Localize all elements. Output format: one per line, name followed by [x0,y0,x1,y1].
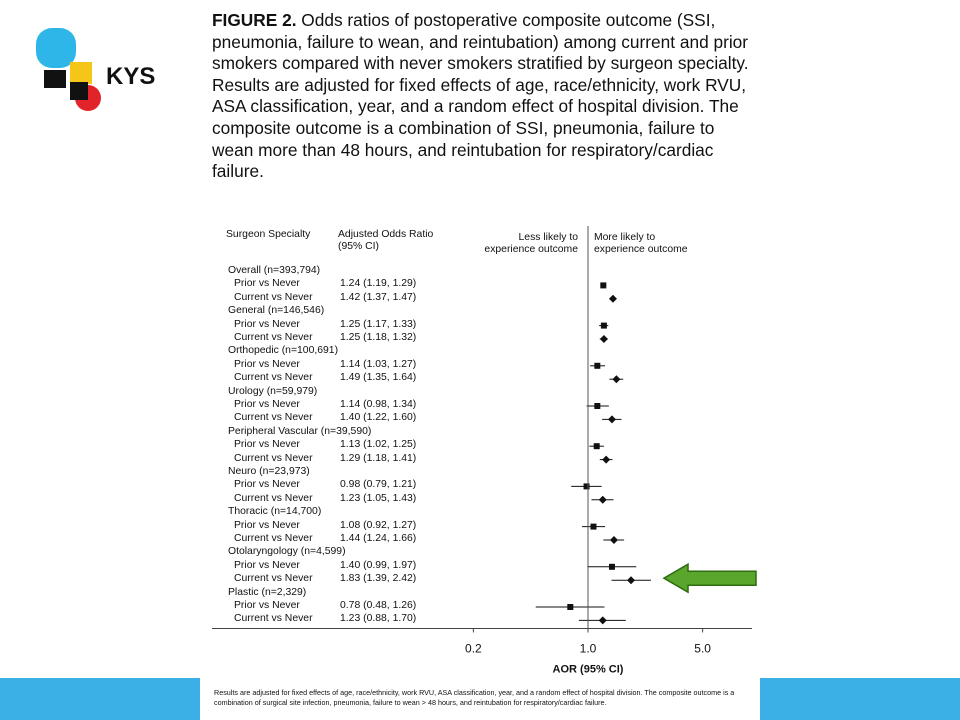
point-square [590,524,596,530]
row-value: 0.78 (0.48, 1.26) [340,600,417,611]
row-label: Prior vs Never [234,600,300,611]
row-value: 1.13 (1.02, 1.25) [340,439,417,451]
row-label: Current vs Never [234,291,313,303]
row-label: Prior vs Never [234,399,300,410]
row-label: Prior vs Never [234,318,300,330]
row-label: Current vs Never [234,412,313,424]
row-label: Prior vs Never [234,519,300,531]
row-value: 1.83 (1.39, 2.42) [340,573,417,585]
row-value: 1.29 (1.18, 1.41) [340,452,417,464]
row-value: 1.40 (1.22, 1.60) [340,412,417,424]
point-square [609,564,615,570]
row-label: Prior vs Never [234,559,300,571]
x-tick-label: 0.2 [465,641,482,656]
point-diamond [610,536,618,544]
point-square [601,323,607,329]
point-square [567,604,573,610]
row-label: Current vs Never [234,533,313,544]
row-value: 1.44 (1.24, 1.66) [340,533,417,544]
group-label: Plastic (n=2,329) [228,586,307,598]
highlight-arrow [664,564,756,592]
group-label: Overall (n=393,794) [228,265,321,276]
point-diamond [627,576,635,584]
row-value: 0.98 (0.79, 1.21) [340,479,417,491]
group-label: Urology (n=59,979) [228,385,318,397]
row-value: 1.24 (1.19, 1.29) [340,278,417,290]
point-square [600,282,606,288]
point-square [594,363,600,369]
point-square [584,483,590,489]
row-label: Current vs Never [234,492,313,504]
row-value: 1.23 (0.88, 1.70) [340,613,417,625]
row-label: Current vs Never [234,332,313,343]
row-label: Prior vs Never [234,278,300,290]
row-value: 1.23 (1.05, 1.43) [340,492,417,504]
row-label: Prior vs Never [234,439,300,451]
point-diamond [599,616,607,624]
point-square [594,443,600,449]
row-label: Current vs Never [234,613,313,625]
group-label: Thoracic (n=14,700) [228,506,322,518]
x-tick-label: 5.0 [694,641,711,656]
point-diamond [600,335,608,343]
header-right-direction: More likely to experience outcome [594,232,688,255]
x-axis-label: AOR (95% CI) [552,663,624,676]
row-value: 1.14 (1.03, 1.27) [340,358,417,370]
row-value: 1.08 (0.92, 1.27) [340,519,417,531]
row-value: 1.25 (1.17, 1.33) [340,318,417,330]
group-label: Neuro (n=23,973) [228,466,310,477]
caption-lead: FIGURE 2. [212,10,297,30]
header-specialty: Surgeon Specialty [226,229,311,240]
x-tick-label: 1.0 [579,641,597,656]
header-left-direction: Less likely to experience outcome [484,232,578,255]
group-label: Peripheral Vascular (n=39,590) [228,425,372,437]
row-label: Current vs Never [234,452,313,464]
row-label: Current vs Never [234,573,313,585]
point-diamond [612,375,620,383]
row-label: Prior vs Never [234,479,300,491]
logo-text: KYS [106,63,156,90]
row-value: 1.40 (0.99, 1.97) [340,559,417,571]
row-value: 1.25 (1.18, 1.32) [340,332,417,343]
row-label: Prior vs Never [234,358,300,370]
point-diamond [609,295,617,303]
row-value: 1.49 (1.35, 1.64) [340,372,417,384]
group-label: Orthopedic (n=100,691) [228,345,339,357]
group-label: Otolaryngology (n=4,599) [228,546,346,558]
caption-text: Odds ratios of postoperative composite outcome (SSI, pneumonia, failure to wean, and reintubation) among current and prior smokers compared with never smokers stratified by surgeon specialty. Results are adjusted for fixed effects of age, race/ethnicity, work RVU, ASA classification, year, and a random effect of hospital division. The composite outcome is a combination of SSI, pneumonia, failure to wean more than 48 hours, and reintubation for respiratory/cardiac failure. [212,10,749,182]
point-diamond [602,456,610,464]
footnote: Results are adjusted for fixed effects of age, race/ethnicity, work RVU, ASA classification, year, and a random effect of hospital division. The composite outcome is a combination of surgical site infection, pneumonia, failure to wean > 48 hours, and reintubation for respiratory/cardiac failure. [214,688,735,707]
row-value: 1.42 (1.37, 1.47) [340,291,417,303]
row-value: 1.14 (0.98, 1.34) [340,399,417,410]
point-diamond [599,496,607,504]
row-label: Current vs Never [234,372,313,384]
point-square [594,403,600,409]
point-diamond [608,415,616,423]
header-aor: Adjusted Odds Ratio (95% CI) [338,229,434,252]
group-label: General (n=146,546) [228,305,325,317]
